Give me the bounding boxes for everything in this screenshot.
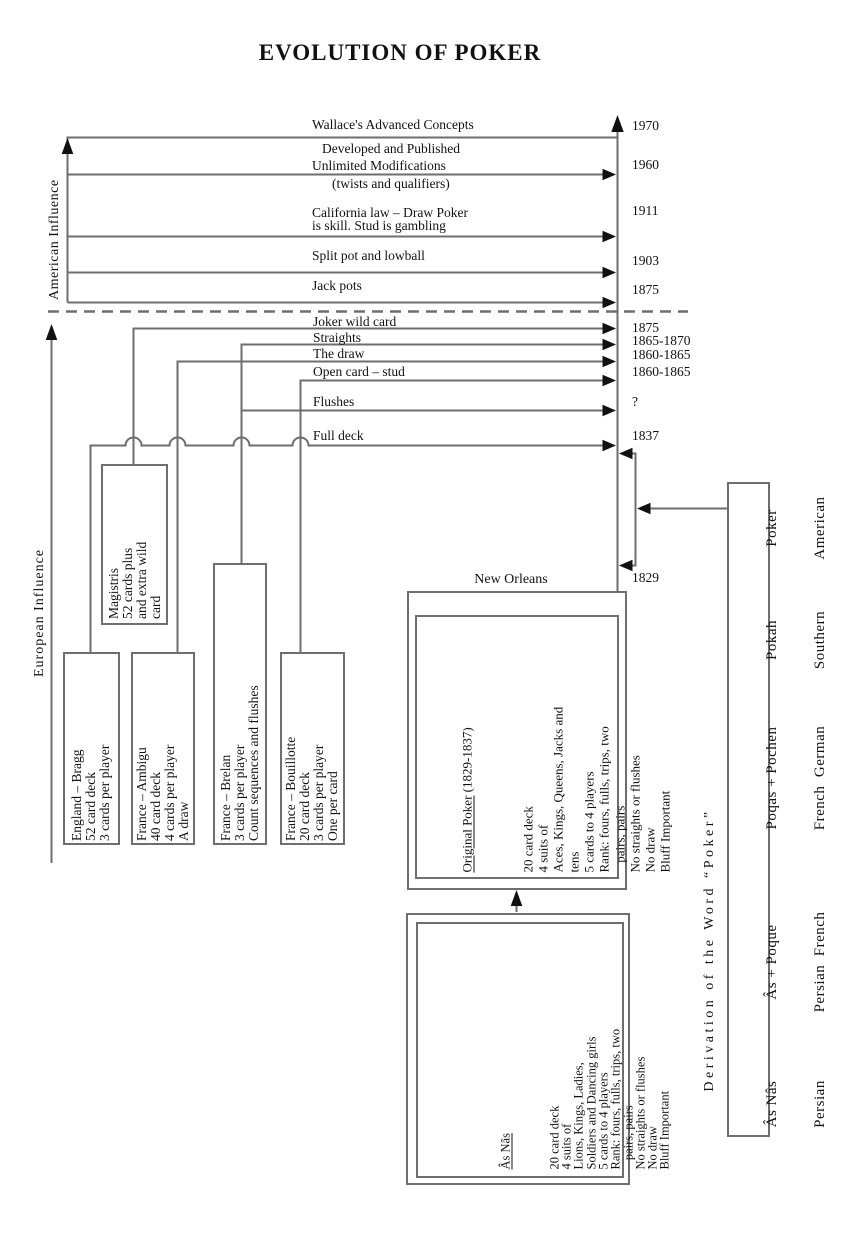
year-label: 1911 — [632, 203, 659, 218]
text-line: tens — [566, 851, 582, 873]
text-line: Aces, Kings, Queens, Jacks and — [550, 706, 566, 873]
event-label: The draw — [313, 346, 365, 361]
year-label: 1875 — [632, 320, 659, 335]
event-label: Straights — [313, 330, 362, 345]
text-line: 3 cards per player — [311, 744, 326, 841]
as-nas-title: Âs Nâs — [498, 1133, 513, 1170]
feedback-bracket-line — [624, 454, 636, 566]
magistris-box-text — [107, 469, 163, 619]
year-label: 1829 — [632, 570, 659, 585]
france-brelan-box-text — [219, 567, 261, 841]
original-poker-title-dates: (1829-1837) — [459, 727, 475, 796]
text-line: 5 cards to 4 players — [596, 1072, 611, 1170]
year-label: 1837 — [632, 428, 659, 443]
text-line: 3 cards per player — [97, 744, 112, 841]
text-line: 20 card deck — [547, 1105, 562, 1170]
chain-origin: Persian — [812, 1080, 828, 1128]
chain-entry-poqas-pochen — [732, 703, 828, 853]
bracket-bottom-left-arrow-icon — [619, 560, 633, 572]
year-label: 1970 — [632, 118, 659, 133]
american-influence-label: American Influence — [47, 179, 62, 300]
text-line: 4 suits of — [535, 824, 551, 873]
text-line: Soldiers and Dancing girls — [584, 1036, 599, 1170]
chain-entry-as-nas — [732, 1059, 828, 1149]
year-label: 1860-1865 — [632, 364, 691, 379]
new-orleans-box-text — [429, 620, 673, 873]
text-line: 52 cards plus — [120, 547, 135, 619]
chain-word: Pokah — [764, 620, 780, 660]
text-line: A draw — [176, 801, 191, 841]
text-line: 4 cards per player — [162, 744, 177, 841]
european-rail-up-arrow-icon — [46, 324, 58, 340]
splitpot-arrow-icon — [603, 267, 617, 279]
text-line: 4 suits of — [559, 1123, 574, 1170]
event-label: Full deck — [313, 428, 364, 443]
text-line: England – Bragg — [69, 749, 84, 841]
chain-entry-pokah — [732, 595, 828, 685]
year-label: ? — [632, 394, 638, 409]
event-label: Split pot and lowball — [312, 248, 425, 263]
text-line: Bluff Important — [657, 1090, 672, 1170]
straights-arrow-icon — [603, 339, 617, 351]
california-arrow-icon — [603, 231, 617, 243]
as-nas-title-line — [499, 927, 511, 1170]
derivation-label: Derivation of the Word “Poker” — [702, 808, 717, 1092]
as-nas-box-text — [475, 927, 672, 1170]
text-line: One per card — [325, 771, 340, 841]
text-line: No draw — [642, 827, 658, 873]
chain-word: Poker — [764, 509, 780, 547]
modifications-arrow-icon — [603, 169, 617, 181]
text-line: 40 card deck — [148, 772, 163, 841]
text-line: 5 cards to 4 players — [581, 771, 597, 873]
bracket-top-left-arrow-icon — [619, 448, 633, 460]
text-line: Rank: fours, fulls, trips, two — [608, 1028, 623, 1170]
year-label: 1960 — [632, 157, 659, 172]
france-bouillotte-box-text — [284, 655, 340, 841]
text-line: and extra wild — [134, 541, 149, 619]
text-line: 3 cards per player — [232, 744, 247, 841]
text-line: No draw — [645, 1126, 660, 1170]
text-line: 20 card deck — [297, 772, 312, 841]
england-bragg-box-text — [70, 655, 112, 841]
text-line: card — [148, 595, 163, 619]
event-label: Flushes — [313, 394, 355, 409]
year-label: 1903 — [632, 253, 659, 268]
event-label: Jack pots — [312, 278, 362, 293]
text-line — [505, 620, 520, 873]
text-line: 20 card deck — [520, 806, 536, 873]
flushes-arrow-icon — [603, 405, 617, 417]
jackpots-arrow-icon — [603, 297, 617, 309]
chain-word: Poqas + Pochen — [764, 726, 780, 830]
text-line: Bluff Important — [657, 790, 673, 873]
text-line: France – Bouillotte — [283, 736, 298, 841]
opencard-arrow-icon — [603, 375, 617, 387]
text-line: No straights or flushes — [633, 1056, 648, 1170]
timeline-up-arrow-icon — [611, 115, 623, 132]
text-line: pairs, pairs — [621, 1105, 636, 1170]
event-label: Developed and Published — [322, 141, 460, 156]
event-label: Open card – stud — [313, 364, 405, 379]
year-label: 1875 — [632, 282, 659, 297]
year-label: 1865-1870 — [632, 333, 691, 348]
chain-origin: Southern — [812, 610, 828, 670]
asnas-neworleans-up-arrow-icon — [511, 890, 523, 906]
chain-word: Âs + Poque — [764, 924, 780, 1000]
france-ambigu-box-text — [135, 655, 191, 841]
european-influence-label: European Influence — [32, 549, 47, 677]
joker-arrow-icon — [603, 323, 617, 335]
new-orleans-label: New Orleans — [474, 572, 548, 587]
joker-connector-line — [134, 329, 605, 465]
year-label: 1860-1865 — [632, 347, 691, 362]
chain-word: Âs Nâs — [764, 1080, 780, 1128]
chain-entry-as-poque — [732, 902, 828, 1022]
event-label: Joker wild card — [313, 314, 397, 329]
event-label: Unlimited Modifications — [312, 158, 446, 173]
poker-american-left-arrow-icon — [637, 503, 651, 515]
text-line: No straights or flushes — [627, 755, 643, 873]
event-label: is skill. Stud is gambling — [312, 218, 446, 233]
chain-entry-poker — [732, 483, 828, 573]
event-label: Wallace's Advanced Concepts — [312, 117, 474, 132]
draw-arrow-icon — [603, 356, 617, 368]
event-label: California law – Draw Poker — [312, 205, 468, 220]
original-poker-title-line — [459, 620, 474, 873]
fulldeck-arrow-icon — [603, 440, 617, 452]
text-line — [536, 927, 548, 1170]
text-line: France – Brelan — [218, 754, 233, 841]
text-line: Count sequences and flushes — [246, 685, 261, 841]
american-rail-up-arrow-icon — [62, 138, 74, 154]
text-line: France – Ambigu — [134, 747, 149, 841]
text-line: 52 card deck — [83, 772, 98, 841]
text-line: Lions, Kings, Ladies, — [571, 1062, 586, 1170]
page-title: EVOLUTION OF POKER — [258, 40, 542, 65]
event-label: (twists and qualifiers) — [332, 176, 450, 191]
chain-origin: Persian French — [812, 911, 828, 1013]
straights-connector-line — [242, 345, 605, 564]
chain-origin: American — [812, 496, 828, 560]
text-line: Magistris — [106, 567, 121, 619]
chain-origin: French German — [812, 725, 828, 831]
original-poker-title: Original Poker — [459, 795, 475, 873]
text-line: Rank: fours, fulls, trips, two — [596, 726, 612, 873]
text-line: pairs, pairs — [612, 805, 628, 873]
